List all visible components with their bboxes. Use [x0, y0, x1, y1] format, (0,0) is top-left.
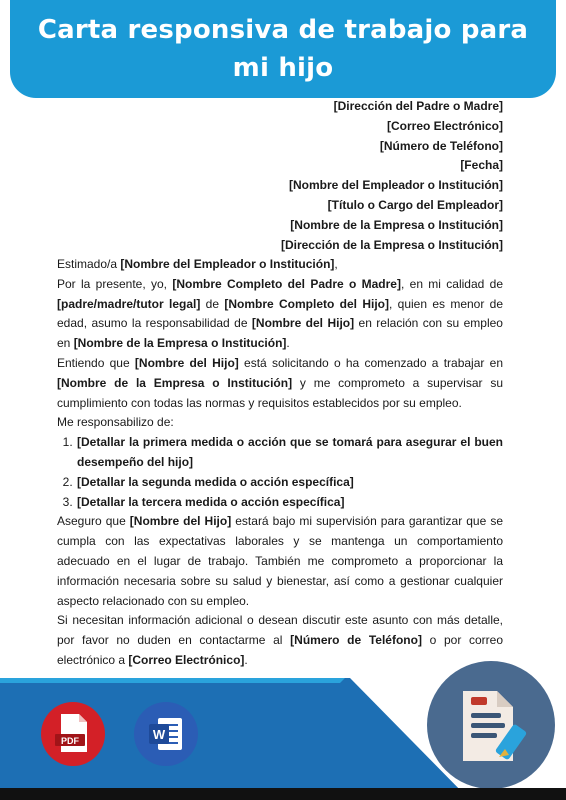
text: . — [244, 652, 248, 667]
placeholder-field: [Correo Electrónico] — [128, 652, 245, 667]
document-title: Carta responsiva de trabajo para mi hijo — [37, 15, 529, 83]
paragraph-2 — [57, 354, 503, 413]
word-label: W — [152, 727, 166, 742]
greeting-prefix: Estimado/a — [57, 257, 121, 271]
sender-line: [Fecha] — [460, 158, 503, 173]
list-item-text: [Detallar la primera medida o acción que se tomará para asegurar el buen desempeño del hijo] — [77, 435, 503, 469]
text: de — [200, 296, 225, 311]
sender-line: [Correo Electrónico] — [386, 118, 503, 133]
list-item-text: [Detallar la segunda medida o acción específica] — [77, 474, 354, 489]
text: Si necesitan información adicional o desean discutir este asunto con más detalle, por favor no duden en contactarme al — [57, 613, 503, 648]
title-banner — [10, 0, 556, 98]
bottom-bar — [0, 788, 566, 800]
sender-line: [Dirección del Padre o Madre] — [333, 99, 503, 113]
placeholder-field: [Nombre de la Empresa o Institución] — [57, 375, 293, 390]
greeting-suffix: , — [334, 257, 338, 271]
placeholder-field: [Nombre Completo del Hijo] — [224, 296, 389, 311]
paragraph-1 — [57, 275, 503, 354]
sender-block — [281, 97, 503, 255]
placeholder-field: [Nombre del Hijo] — [129, 514, 232, 529]
list-item — [76, 433, 503, 473]
sender-line: [Dirección de la Empresa o Institución] — [280, 237, 503, 252]
responsibility-list — [57, 433, 503, 512]
text: , quien es menor de edad, asumo la responsabilidad de — [57, 296, 504, 331]
word-download-icon[interactable] — [134, 702, 198, 766]
document-edit-icon — [427, 661, 555, 789]
paragraph-3: Me responsabilizo de: — [57, 415, 174, 430]
sender-line: [Nombre de la Empresa o Institución] — [290, 217, 503, 232]
text: . — [286, 336, 290, 351]
placeholder-field: [Nombre de la Empresa o Institución] — [73, 336, 287, 351]
text: en relación con su empleo en — [57, 316, 503, 351]
text: Aseguro que — [57, 514, 130, 529]
text: está solicitando o ha comenzado a trabajar en — [238, 355, 504, 370]
list-item — [76, 473, 503, 493]
sender-line: [Número de Teléfono] — [379, 138, 503, 153]
paragraph-4 — [57, 512, 503, 611]
greeting-name: [Nombre del Empleador o Institución] — [120, 257, 335, 271]
text: o por correo electrónico a — [57, 633, 503, 667]
placeholder-field: [Número de Teléfono] — [290, 633, 422, 648]
sender-line: [Título o Cargo del Empleador] — [327, 197, 503, 212]
text: estará bajo mi supervisión para garantizar que se cumpla con las expectativas laborales y se mantenga un comportamiento adecuado en el lugar de trabajo. También me comprometo a proporcionar la información necesaria sobre su salud y bienestar, así como a gestionar cualquier aspecto relacionado con su empleo. — [57, 514, 503, 608]
list-item — [76, 493, 503, 513]
pdf-download-icon[interactable] — [41, 702, 105, 766]
placeholder-field: [Nombre del Hijo] — [251, 316, 355, 331]
greeting — [57, 255, 503, 275]
letter-body — [57, 255, 503, 671]
text: Por la presente, yo, — [57, 276, 173, 291]
sender-line: [Nombre del Empleador o Institución] — [288, 178, 503, 193]
list-item-text: [Detallar la tercera medida o acción específica] — [77, 494, 345, 509]
placeholder-field: [Nombre Completo del Padre o Madre] — [172, 276, 401, 291]
text: Entiendo que — [57, 355, 135, 370]
placeholder-field: [padre/madre/tutor legal] — [57, 296, 201, 311]
text: , en mi calidad de — [400, 276, 503, 291]
placeholder-field: [Nombre del Hijo] — [134, 355, 239, 370]
pdf-label: PDF — [61, 736, 79, 746]
text: y me comprometo a supervisar su cumplimiento con todas las normas y requisitos establecidos por su empleo. — [57, 375, 503, 410]
